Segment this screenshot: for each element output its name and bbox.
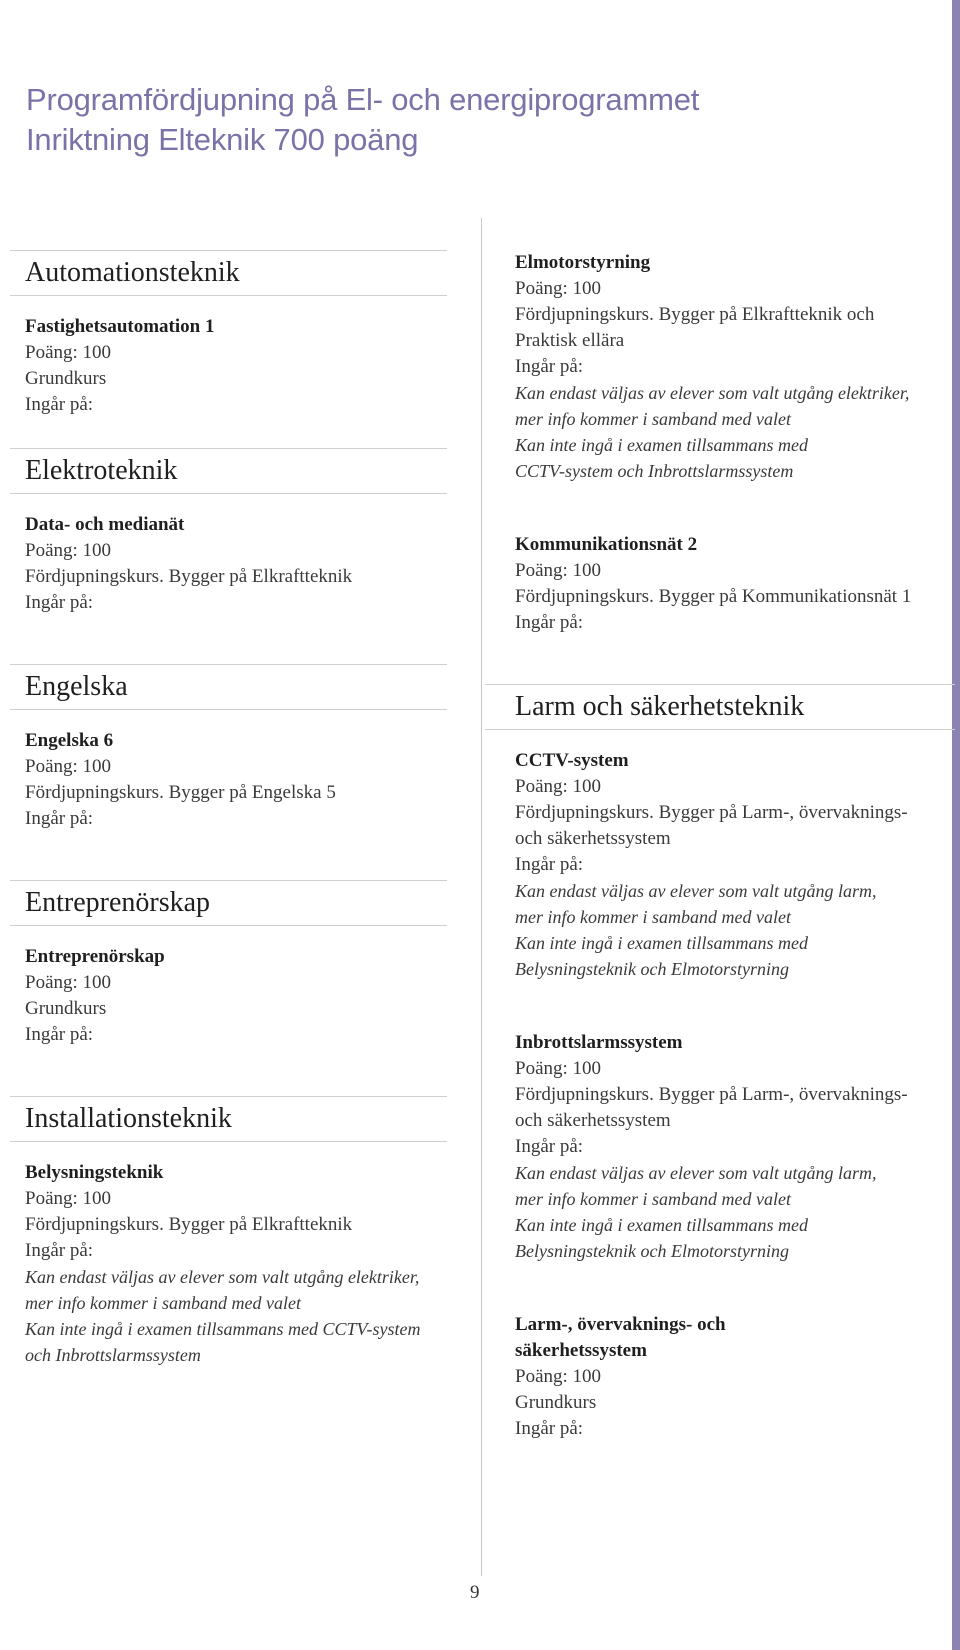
- course-note: mer info kommer i samband med valet: [515, 1189, 791, 1209]
- course-type: Fördjupningskurs. Bygger på Engelska 5: [25, 782, 336, 803]
- course-included: Ingår på:: [515, 854, 584, 875]
- course-name: Entreprenörskap: [25, 946, 165, 967]
- course-included: Ingår på:: [25, 1024, 94, 1045]
- course-note: Kan endast väljas av elever som valt utgång larm,: [515, 1163, 877, 1183]
- course-name: Fastighetsautomation 1: [25, 316, 215, 337]
- section-heading-elektroteknik: Elektroteknik: [10, 448, 447, 494]
- course-included: Ingår på:: [515, 612, 584, 633]
- course-points: Poäng: 100: [25, 972, 112, 993]
- course-note: Kan endast väljas av elever som valt utgång elektriker,: [515, 383, 910, 403]
- left-column: [10, 250, 447, 1368]
- course-points: Poäng: 100: [515, 1366, 602, 1387]
- course-type: Grundkurs: [25, 368, 107, 389]
- page-number: 9: [470, 1582, 480, 1603]
- course-name: Data- och medianät: [25, 514, 185, 535]
- course-cctv-system: [515, 748, 955, 982]
- course-entreprenorskap: [10, 944, 447, 1048]
- course-type: Grundkurs: [515, 1392, 597, 1413]
- course-note: Kan inte ingå i examen tillsammans med: [515, 933, 808, 953]
- course-note: CCTV-system och Inbrottslarmssystem: [515, 461, 794, 481]
- course-note: Kan endast väljas av elever som valt utgång larm,: [515, 881, 877, 901]
- course-note: Kan endast väljas av elever som valt utgång elektriker,: [25, 1267, 420, 1287]
- course-name: säkerhetssystem: [515, 1340, 647, 1361]
- course-name: Elmotorstyrning: [515, 252, 651, 273]
- course-name: Engelska 6: [25, 730, 114, 751]
- course-points: Poäng: 100: [25, 1188, 112, 1209]
- course-name: Larm-, övervaknings- och: [515, 1314, 726, 1335]
- course-type: Fördjupningskurs. Bygger på Elkraftteknik och: [515, 304, 875, 325]
- section-heading-entreprenorskap: Entreprenörskap: [10, 880, 447, 926]
- course-name: Inbrottslarmssystem: [515, 1032, 683, 1053]
- course-included: Ingår på:: [515, 1136, 584, 1157]
- course-points: Poäng: 100: [515, 278, 602, 299]
- title-line-1: Programfördjupning på El- och energiprogrammet: [26, 82, 700, 117]
- course-name: Belysningsteknik: [25, 1162, 164, 1183]
- course-included: Ingår på:: [515, 1418, 584, 1439]
- course-note: och Inbrottslarmssystem: [25, 1345, 201, 1365]
- course-fastighetsautomation-1: [10, 314, 447, 418]
- course-elmotorstyrning: [515, 250, 955, 484]
- course-type: Fördjupningskurs. Bygger på Larm-, övervaknings-: [515, 1084, 908, 1105]
- course-note: mer info kommer i samband med valet: [515, 409, 791, 429]
- course-included: Ingår på:: [25, 808, 94, 829]
- course-points: Poäng: 100: [25, 540, 112, 561]
- course-type: Fördjupningskurs. Bygger på Elkraftteknik: [25, 566, 353, 587]
- course-included: Ingår på:: [25, 592, 94, 613]
- section-heading-automationsteknik: Automationsteknik: [10, 250, 447, 296]
- course-included: Ingår på:: [515, 356, 584, 377]
- course-type: och säkerhetssystem: [515, 828, 671, 849]
- course-type: och säkerhetssystem: [515, 1110, 671, 1131]
- course-name: Kommunikationsnät 2: [515, 534, 698, 555]
- section-heading-engelska: Engelska: [10, 664, 447, 710]
- course-type: Fördjupningskurs. Bygger på Larm-, övervaknings-: [515, 802, 908, 823]
- section-heading-installationsteknik: Installationsteknik: [10, 1096, 447, 1142]
- course-note: Kan inte ingå i examen tillsammans med: [515, 435, 808, 455]
- section-heading-larm-och-sakerhetsteknik: Larm och säkerhetsteknik: [485, 684, 955, 730]
- course-larm-overvaknings-och-sakerhetssystem: [515, 1312, 955, 1442]
- course-inbrottslarmssystem: [515, 1030, 955, 1264]
- course-points: Poäng: 100: [515, 776, 602, 797]
- right-column: [515, 250, 955, 1442]
- course-note: Kan inte ingå i examen tillsammans med CCTV-system: [25, 1319, 421, 1339]
- course-note: mer info kommer i samband med valet: [25, 1293, 301, 1313]
- course-type: Praktisk ellära: [515, 330, 625, 351]
- course-included: Ingår på:: [25, 1240, 94, 1261]
- course-type: Fördjupningskurs. Bygger på Elkraftteknik: [25, 1214, 353, 1235]
- course-points: Poäng: 100: [25, 342, 112, 363]
- course-note: mer info kommer i samband med valet: [515, 907, 791, 927]
- course-note: Belysningsteknik och Elmotorstyrning: [515, 959, 789, 979]
- course-points: Poäng: 100: [25, 756, 112, 777]
- title-line-2: Inriktning Elteknik 700 poäng: [26, 122, 419, 157]
- course-included: Ingår på:: [25, 394, 94, 415]
- course-note: Belysningsteknik och Elmotorstyrning: [515, 1241, 789, 1261]
- page-title: [26, 80, 906, 160]
- course-note: Kan inte ingå i examen tillsammans med: [515, 1215, 808, 1235]
- course-type: Fördjupningskurs. Bygger på Kommunikationsnät 1: [515, 586, 912, 607]
- course-points: Poäng: 100: [515, 560, 602, 581]
- course-name: CCTV-system: [515, 750, 629, 771]
- course-belysningsteknik: [10, 1160, 447, 1368]
- course-type: Grundkurs: [25, 998, 107, 1019]
- course-points: Poäng: 100: [515, 1058, 602, 1079]
- course-kommunikationsnat-2: [515, 532, 955, 636]
- course-data-och-mediant: [10, 512, 447, 616]
- course-engelska-6: [10, 728, 447, 832]
- column-divider: [481, 218, 482, 1576]
